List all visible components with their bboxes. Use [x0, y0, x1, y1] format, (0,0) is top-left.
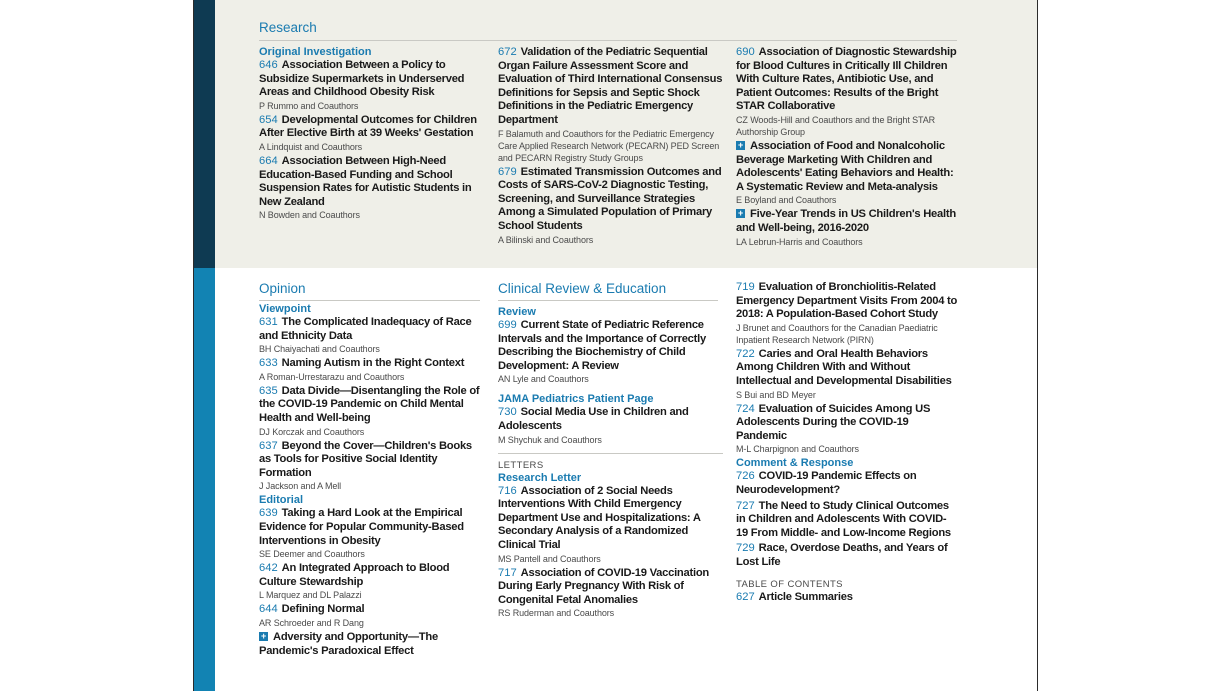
article-title-line[interactable] — [259, 357, 484, 371]
article-title-line[interactable] — [259, 59, 484, 100]
article-entry[interactable] — [259, 631, 484, 658]
opinion-heading: Opinion — [259, 281, 306, 296]
article-authors: A Bilinski and Coauthors — [498, 234, 594, 245]
article-title[interactable]: Race, Overdose Deaths, and Years of Lost Life — [736, 542, 948, 568]
article-title[interactable]: Association of 2 Social Needs Interventions With Child Emergency Department Use and Hospitalizations: A Secondary Analysis of a Randomized Clinical Trial — [498, 484, 701, 551]
page-number: 730 — [498, 406, 517, 419]
article-title-line[interactable] — [498, 319, 723, 373]
section-label: Review — [498, 306, 536, 318]
article-title[interactable]: Social Media Use in Children and Adolescents — [498, 406, 689, 432]
page-number: 722 — [736, 347, 755, 360]
article-entry[interactable] — [259, 507, 484, 560]
side-strip-dark — [194, 0, 215, 268]
section-label: Viewpoint — [259, 303, 311, 315]
article-title[interactable]: Data Divide—Disentangling the Role of the COVID-19 Pandemic on Child Mental Health and Well-being — [259, 384, 480, 424]
article-title[interactable]: Evaluation of Bronchiolitis-Related Emergency Department Visits From 2004 to 2018: A Population-Based Cohort Study — [736, 281, 958, 321]
article-title-line[interactable] — [736, 403, 958, 444]
article-title[interactable]: Estimated Transmission Outcomes and Costs of SARS-CoV-2 Diagnostic Testing, Screening, and Surveillance Strategies Among a Simulated Population of Primary School Students — [498, 165, 722, 232]
section-label: JAMA Pediatrics Patient Page — [498, 393, 654, 406]
opinion-column — [259, 303, 484, 660]
article-title[interactable]: Caries and Oral Health Behaviors Among Children With and Without Intellectual and Developmental Disabilities — [736, 347, 952, 387]
article-authors: J Jackson and A Mell — [259, 481, 342, 492]
article-title-line[interactable] — [259, 114, 484, 141]
section-label: Comment & Response — [736, 457, 854, 470]
page-number: 724 — [736, 402, 755, 415]
article-title-line[interactable] — [736, 348, 958, 389]
research-column-1 — [259, 46, 484, 223]
article-title-line[interactable] — [736, 281, 958, 322]
article-authors: DJ Korczak and Coauthors — [259, 426, 365, 437]
article-title-line[interactable] — [498, 485, 723, 553]
article-entry[interactable] — [259, 59, 484, 112]
page-number: 631 — [259, 316, 278, 328]
article-title[interactable]: The Complicated Inadequacy of Race and Ethnicity Data — [259, 316, 472, 342]
article-authors: A Roman-Urrestarazu and Coauthors — [259, 371, 405, 382]
article-title[interactable]: Validation of the Pediatric Sequential Organ Failure Assessment Score and Evaluation of Third International Consensus Definitions for Sepsis and Septic Shock Definitions in the Pediatric Emergency Department — [498, 46, 723, 126]
article-title[interactable]: Five-Year Trends in US Children's Health and Well-being, 2016-2020 — [736, 208, 956, 234]
article-authors: M Shychuk and Coauthors — [498, 434, 602, 445]
article-title[interactable]: Beyond the Cover—Children's Books as Tools for Positive Social Identity Formation — [259, 439, 472, 479]
page-frame — [193, 0, 1038, 691]
article-title[interactable]: Defining Normal — [281, 603, 365, 616]
article-title-line[interactable] — [259, 440, 484, 481]
article-title[interactable]: The Need to Study Clinical Outcomes in Children and Adolescents With COVID-19 From Middle- and Low-Income Regions — [736, 499, 951, 539]
article-entry[interactable] — [259, 357, 484, 383]
section-rule — [498, 453, 723, 454]
article-title-line[interactable] — [498, 46, 723, 128]
article-title[interactable]: Association Between a Policy to Subsidize Supermarkets in Underserved Areas and Childhood Obesity Risk — [259, 59, 465, 99]
article-title-line[interactable] — [736, 591, 958, 605]
page-number: 729 — [736, 542, 755, 555]
article-title[interactable]: Evaluation of Suicides Among US Adolescents During the COVID-19 Pandemic — [736, 402, 931, 442]
page-number: 633 — [259, 357, 278, 370]
article-authors: M-L Charpignon and Coauthors — [736, 444, 859, 455]
article-entry[interactable] — [736, 470, 958, 497]
article-title-line[interactable] — [736, 542, 958, 569]
article-title-line[interactable] — [736, 208, 958, 235]
page-number: 654 — [259, 113, 278, 126]
article-authors: MS Pantell and Coauthors — [498, 553, 601, 564]
article-entry[interactable] — [259, 562, 484, 601]
article-entry[interactable] — [259, 316, 484, 355]
article-authors: A Lindquist and Coauthors — [259, 141, 363, 152]
article-title-line[interactable] — [259, 507, 484, 548]
article-entry[interactable] — [498, 166, 723, 246]
article-entry[interactable] — [498, 46, 723, 164]
article-title[interactable]: Article Summaries — [758, 590, 853, 603]
opinion-rule — [259, 300, 480, 301]
article-title-line[interactable] — [498, 406, 723, 433]
article-entry[interactable] — [736, 46, 958, 138]
article-authors: N Bowden and Coauthors — [259, 210, 360, 221]
article-authors: AN Lyle and Coauthors — [498, 374, 589, 385]
article-authors: BH Chaiyachati and Coauthors — [259, 344, 380, 355]
research-rule — [259, 40, 957, 41]
section-caps-label: LETTERS — [498, 459, 544, 471]
page-number: 679 — [498, 165, 517, 178]
article-title-line[interactable] — [259, 316, 484, 343]
article-entry[interactable] — [259, 385, 484, 438]
page-number: 727 — [736, 499, 755, 512]
clinical-rule — [498, 300, 718, 301]
article-authors: CZ Woods-Hill and Coauthors and the Bright STAR Authorship Group — [736, 114, 936, 137]
article-title-line[interactable] — [498, 567, 723, 608]
article-title[interactable]: COVID-19 Pandemic Effects on Neurodevelopment? — [736, 470, 917, 496]
article-title[interactable]: An Integrated Approach to Blood Culture Stewardship — [259, 562, 450, 588]
article-authors: SE Deemer and Coauthors — [259, 549, 365, 560]
article-entry[interactable] — [736, 403, 958, 456]
article-title[interactable]: Association of Diagnostic Stewardship for Blood Cultures in Critically Ill Children With Culture Rates, Antibiotic Use, and Patient Outcomes: Results of the Bright STAR Collaborative — [736, 46, 957, 113]
article-authors: AR Schroeder and R Dang — [259, 617, 364, 628]
article-authors: L Marquez and DL Palazzi — [259, 590, 362, 601]
article-authors: E Boyland and Coauthors — [736, 195, 837, 206]
article-entry[interactable] — [498, 485, 723, 565]
article-entry[interactable] — [498, 319, 723, 385]
article-entry[interactable] — [259, 155, 484, 221]
article-authors: F Balamuth and Coauthors for the Pediatric Emergency Care Applied Research Network (PECARN) PED Screen and PECARN Registry Study Groups — [498, 128, 720, 163]
article-title-line[interactable] — [736, 500, 958, 541]
article-entry[interactable] — [498, 567, 723, 620]
article-title-line[interactable] — [259, 603, 484, 617]
article-authors: LA Lebrun-Harris and Coauthors — [736, 236, 863, 247]
article-authors: S Bui and BD Meyer — [736, 389, 816, 400]
article-title[interactable]: Association Between High-Need Education-Based Funding and School Suspension Rates for Autistic Students in New Zealand — [259, 154, 472, 208]
research-heading: Research — [259, 20, 317, 35]
article-entry[interactable] — [736, 500, 958, 541]
page-number: 635 — [259, 384, 278, 397]
page-number: 690 — [736, 46, 755, 58]
article-title-line[interactable] — [259, 562, 484, 589]
clinical-column — [498, 306, 723, 621]
page-number: 627 — [736, 590, 755, 603]
clinical-heading: Clinical Review & Education — [498, 281, 667, 296]
plus-box-icon: + — [737, 139, 743, 150]
section-label: Original Investigation — [259, 46, 372, 58]
article-title[interactable]: Association of Food and Nonalcoholic Beverage Marketing With Children and Adolescents' Eating Behaviors and Health: A Systematic Review and Meta-analysis — [736, 139, 954, 193]
page-number: 646 — [259, 59, 278, 71]
research-column-3 — [736, 46, 958, 250]
article-title[interactable]: Current State of Pediatric Reference Intervals and the Importance of Correctly Describing the Biochemistry of Child Development: A Review — [498, 319, 706, 372]
article-title-line[interactable] — [259, 385, 484, 426]
article-title[interactable]: Taking a Hard Look at the Empirical Evidence for Popular Community-Based Interventions in Obesity — [259, 507, 464, 547]
article-entry[interactable] — [736, 281, 958, 346]
article-entry[interactable] — [259, 603, 484, 629]
article-authors: RS Ruderman and Coauthors — [498, 608, 615, 619]
article-entry[interactable] — [259, 440, 484, 493]
article-title[interactable]: Developmental Outcomes for Children After Elective Birth at 39 Weeks' Gestation — [259, 113, 477, 140]
article-title-line[interactable] — [259, 631, 484, 658]
article-entry[interactable] — [736, 208, 958, 247]
page-number: 672 — [498, 46, 517, 58]
page-number: 719 — [736, 281, 755, 293]
plus-box-icon: + — [737, 208, 743, 219]
section-label: Editorial — [259, 494, 304, 507]
article-authors: J Brunet and Coauthors for the Canadian Paediatric Inpatient Research Network (PIRN) — [736, 322, 938, 345]
article-entry[interactable] — [736, 348, 958, 401]
article-title-line[interactable] — [736, 46, 958, 114]
article-title-line[interactable] — [259, 155, 484, 209]
page-number: 664 — [259, 154, 278, 167]
article-title[interactable]: Adversity and Opportunity—The Pandemic's Paradoxical Effect — [259, 630, 438, 657]
article-entry[interactable] — [736, 591, 958, 605]
article-entry[interactable] — [736, 542, 958, 569]
page-number: 717 — [498, 566, 517, 579]
article-title[interactable]: Naming Autism in the Right Context — [281, 357, 465, 370]
article-entry[interactable] — [259, 114, 484, 153]
article-title[interactable]: Association of COVID-19 Vaccination During Early Pregnancy With Risk of Congenital Fetal Anomalies — [498, 566, 709, 606]
page-number: 716 — [498, 484, 517, 497]
article-title-line[interactable] — [736, 470, 958, 497]
right-column — [736, 281, 958, 606]
page-number: 637 — [259, 439, 278, 452]
page-number: 699 — [498, 319, 517, 331]
article-entry[interactable] — [736, 140, 958, 206]
page-number: 726 — [736, 470, 755, 483]
page-number: 642 — [259, 562, 278, 575]
research-column-2 — [498, 46, 723, 248]
plus-box-icon: + — [260, 630, 266, 641]
article-title-line[interactable] — [736, 140, 958, 194]
page-number: 644 — [259, 603, 278, 616]
article-authors: P Rummo and Coauthors — [259, 100, 359, 111]
section-caps-label: TABLE OF CONTENTS — [736, 578, 843, 590]
article-entry[interactable] — [498, 406, 723, 445]
side-strip-light — [194, 268, 215, 691]
page-number: 639 — [259, 507, 278, 520]
section-label: Research Letter — [498, 471, 582, 484]
article-title-line[interactable] — [498, 166, 723, 234]
